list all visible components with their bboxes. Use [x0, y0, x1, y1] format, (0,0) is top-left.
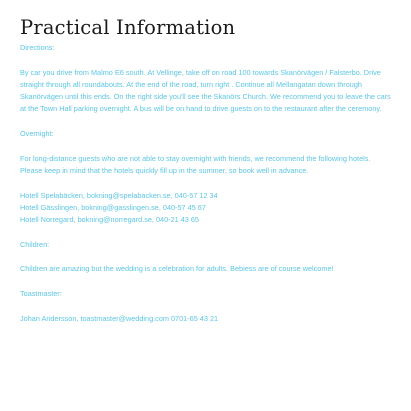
children-heading: Children:	[20, 239, 50, 249]
toastmaster-heading: Toastmaster:	[20, 288, 62, 298]
directions-heading: Directions:	[20, 43, 55, 52]
hotel-list	[20, 190, 391, 227]
hotel-item: Hotell Norregard, bokning@norregard.se, 040-21 43 65	[20, 215, 199, 225]
hotel-item: Hotell Gässlingen, bokning@gasslingen.se, 040-57 45 67	[20, 202, 206, 212]
children-section	[20, 239, 391, 276]
overnight-text: For long-distance guests who are not able to stay overnight with friends, we recommend the following hotels. Please keep in mind that the hotels quickly fill up in the summer, so book well in advance.	[20, 153, 371, 175]
toastmaster-section	[20, 288, 391, 325]
toastmaster-text: Johan Andersson, toastmaster@wedding.com 0701-65 43 21	[20, 313, 219, 323]
children-text: Children are amazing but the wedding is a celebration for adults. Bebiess are of course welcome!	[20, 264, 334, 274]
overnight-heading: Overnight:	[20, 129, 54, 139]
overnight-section	[20, 128, 391, 226]
directions-text: By car you drive from Malmo E6 south. At Vellinge, take off on road 100 towards Skanörvägen / Falsterbo. Drive straight through all roundabouts. At the end of the road, turn right . Continue all Mellangatan down through Skanörvägen until this ends. On the right side you'll see the Skanörs Church. We recommend you to leave the cars at the Town Hall parking overnight. A bus will be on hand to drive guests on to the restaurant after the ceremony.	[20, 67, 391, 114]
hotel-item: Hotell Spelabäcken, bokning@spelabacken.se, 040-57 12 34	[20, 190, 218, 200]
page-title: Practical Information	[20, 16, 236, 39]
directions-section	[20, 42, 391, 116]
